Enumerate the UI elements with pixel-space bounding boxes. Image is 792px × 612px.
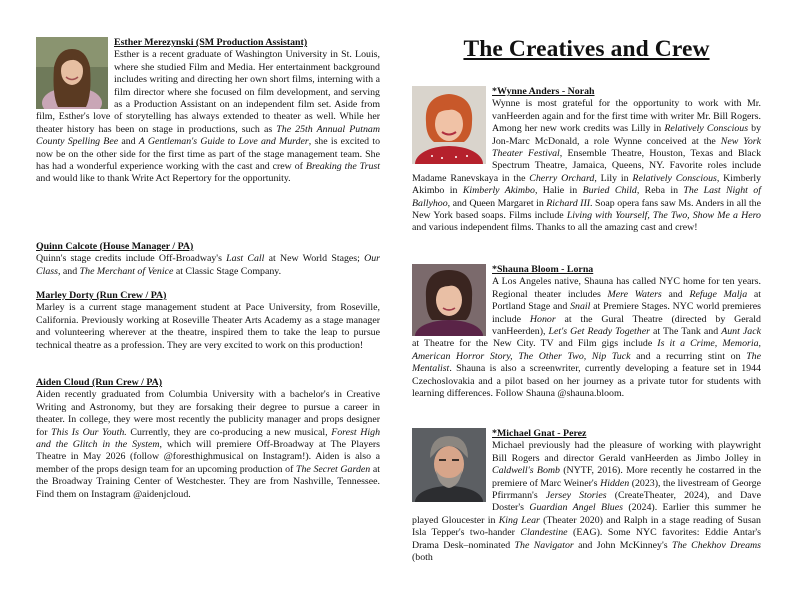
bio-title-ref: The Last Night of Ballyhoo: [412, 185, 761, 209]
bio-title-ref: The Secret Garden: [296, 463, 371, 475]
bio-text: and various independent films. Thanks to all the amazing cast and crew!: [412, 222, 698, 234]
bio-title-ref: The Chekhov Dreams: [671, 539, 761, 551]
headshot-shauna: [412, 264, 486, 336]
bio-title-ref: Hidden: [600, 477, 630, 489]
bio-title-ref: Buried Child: [582, 185, 637, 197]
bio-title-ref: Caldwell's Bomb: [492, 465, 560, 477]
bio-text: . Shauna is also a screenwriter, currently developing a feature set in 1944 Czechoslovakia and a pilot based on her journey as a private tutor for students with learning differences. Follow Shauna @shauna.bloom.: [412, 363, 761, 400]
bio-text: by Jon-Marc McDonald, a role Wynne conceived at the: [492, 123, 762, 147]
bio-text: at Portland Stage and: [492, 288, 761, 313]
bio-title-ref: New York Theater Festival: [492, 135, 761, 160]
bio-text: (Theater 2020) and Ralph in a stage reading of Susan Isla Tepper's two-hander: [412, 514, 761, 539]
bio-name: Marley Dorty (Run Crew / PA): [36, 290, 167, 301]
bio-title-ref: Mere Waters: [607, 288, 662, 300]
bio-text: , she is excited to now be on the other side for the first time as part of the stage management team. She has had a wonderful experience working with the cast and crew of: [36, 136, 381, 173]
bio-text: Currently, they are co-producing a new musical,: [126, 426, 332, 438]
page-title: The Creatives and Crew: [463, 36, 710, 62]
bio-title-ref: Snail: [570, 301, 591, 313]
bio-title-ref: Living with Yourself, The Two, Show Me a Hero: [566, 210, 761, 222]
bio-title-ref: Relatively Conscious: [664, 123, 749, 135]
bio-name: *Wynne Anders - Norah: [492, 86, 595, 97]
bio-name: *Shauna Bloom - Lorna: [492, 264, 594, 275]
bio-title-ref: King Lear: [498, 514, 540, 526]
bio-text: and: [661, 288, 690, 300]
bio-text: Marley is a current stage management student at Pace University, from Roseville, California. Previously working at Roseville Theater Arts Academy as a stage manager and volunteering wherever at the theatre, inspired them to take the leap to pursue technical theatre as a profession. They are very excited to work on this production!: [36, 302, 380, 351]
headshot-michael: [412, 428, 486, 502]
bio-text: , and: [57, 265, 80, 277]
bio-title-ref: Is it a Crime, Memoria, American Horror Story, The Other Two, Nip Tuck: [412, 338, 761, 362]
headshot-esther: [36, 37, 108, 109]
bio-title-ref: Refuge Malja: [689, 288, 748, 300]
bio-text: and: [118, 136, 139, 148]
bio-text: , Lily in: [594, 172, 633, 184]
bio-name: Quinn Calcote (House Manager / PA): [36, 241, 194, 252]
bio-text: at the Gural Theatre (directed by Gerald vanHeerden),: [492, 313, 761, 338]
bio-text: (EAG). Some NYC favorites: Eddie Antar's Drama Desk–nominated: [412, 527, 761, 551]
bio-title-ref: Forest High and the Glitch in the System: [36, 426, 381, 451]
bio-esther: [36, 37, 380, 186]
bio-title-ref: Breaking the Trust: [305, 161, 380, 173]
bio-title-ref: Relatively Conscious: [632, 172, 717, 184]
bio-wynne: [412, 86, 761, 235]
bio-text: (2024). Earlier this summer he played Gloucester in: [412, 502, 761, 526]
bio-title-ref: Clandestine: [520, 527, 568, 539]
bio-text: . Soap opera fans saw Ms. Anders in all the New York based soaps. Films include: [412, 197, 761, 222]
bio-title-ref: The Mentalist: [412, 350, 761, 375]
bio-text: and a recurring stint on: [630, 350, 747, 362]
bio-name: *Michael Gnat - Perez: [492, 428, 587, 439]
bio-text: Quinn's stage credits include Off-Broadway's: [36, 253, 227, 265]
bio-name: Esther Merezynski (SM Production Assistant): [114, 37, 308, 48]
bio-title-ref: Guardian Angel Blues: [529, 502, 623, 514]
bio-text: A Los Angeles native, Shauna has called NYC home for ten years. Regional theater includes: [492, 276, 761, 300]
bio-text: , Kimberly Akimbo in: [412, 172, 762, 197]
bio-title-ref: Jersey Stories: [545, 490, 607, 502]
bio-marley: [36, 290, 380, 352]
bio-title-ref: Our Class: [36, 253, 381, 277]
bio-title-ref: The Navigator: [514, 539, 574, 551]
bio-aiden: [36, 377, 380, 501]
bio-text: at The Tank and: [649, 326, 722, 338]
bio-title-ref: The 25th Annual Putnam County Spelling Bee: [36, 123, 380, 148]
bio-text: at New World Stages;: [264, 253, 365, 265]
bio-text: Wynne is most grateful for the opportunity to work with Mr. vanHeerden again and for the first time with writer Mr. Bill Rogers. Among her new work credits was Lilly in: [492, 98, 761, 135]
bio-text: and John McKinney's: [573, 539, 672, 551]
bio-shauna: [412, 264, 761, 400]
bio-title-ref: Aunt Jack: [721, 326, 761, 338]
bio-text: at the Broadway Training Center of Westchester. They are from Nashville, Tennessee. Find them on Instagram @aidenjcloud.: [36, 463, 380, 500]
bio-text: , Halie in: [534, 185, 583, 197]
bio-michael: [412, 428, 761, 564]
bio-title-ref: Cherry Orchard: [529, 172, 595, 184]
bio-text: and would like to thank Write Act Repertory for the opportunity.: [36, 173, 291, 185]
bio-text: , Ensemble Theatre, Houston, Texas and Black Spectrum Theatre, Jamaica, Queens, NY. Favorite roles include Madame Ranevskaya in the: [412, 148, 762, 184]
bio-title-ref: Richard III: [546, 197, 591, 209]
bio-text: (both: [412, 552, 433, 564]
bio-text: , which will premiere Off-Broadway at The Players Theatre in May 2026 (follow @foresthighmusical on Instagram!). Aiden is also a member of the props design team for an upcoming production of: [36, 439, 380, 475]
bio-text: (CreateTheater, 2024), and Dave Doster's: [492, 490, 761, 514]
bio-text: Esther is a recent graduate of Washington University in St. Louis, where she studied Film and Media. Her entertainment background includes writing and directing her own short films, interning with a film director where she focused on film development, and serving as a Production Assistant on an independent film set. Aside from film, Esther's love of storytelling has always extended to theater as well. While her theater history has been on stage in productions, such as: [36, 49, 380, 135]
bio-text: Michael previously had the pleasure of working with playwright Bill Rogers and director Gerald vanHeerden as Jimbo Jolley in: [492, 440, 761, 464]
bio-text: (2023), the livestream of George Pfirrmann's: [492, 477, 761, 502]
bio-title-ref: A Gentleman's Guide to Love and Murder: [138, 136, 309, 148]
bio-quinn: [36, 241, 380, 278]
bio-text: at Theatre for the New City. TV and Film gigs include: [412, 338, 658, 350]
bio-text: , Reba in: [636, 185, 684, 197]
bio-title-ref: Last Call: [226, 253, 265, 265]
bio-text: at Premiere Stages. NYC world premieres include: [492, 301, 761, 325]
bio-text: at Classic Stage Company.: [173, 265, 282, 277]
bio-text: (NYTF, 2016). More recently he costarred in the premiere of Marc Weiner's: [492, 465, 762, 489]
bio-title-ref: Honor: [529, 313, 556, 325]
bio-title-ref: Kimberly Akimbo: [462, 185, 535, 197]
bio-text: Aiden recently graduated from Columbia University with a bachelor's in Creative Writing and Astronomy, but they are forsaking their degree to pursue a career in theater. In college, they were most recently the publicity manager and props designer for: [36, 389, 380, 438]
bio-title-ref: Let's Get Ready Together: [548, 326, 650, 338]
bio-title-ref: The Merchant of Venice: [79, 265, 174, 277]
bio-name: Aiden Cloud (Run Crew / PA): [36, 377, 163, 388]
headshot-wynne: [412, 86, 486, 164]
bio-title-ref: This Is Our Youth.: [51, 426, 127, 438]
bio-text: , and Queen Margaret in: [447, 197, 547, 209]
